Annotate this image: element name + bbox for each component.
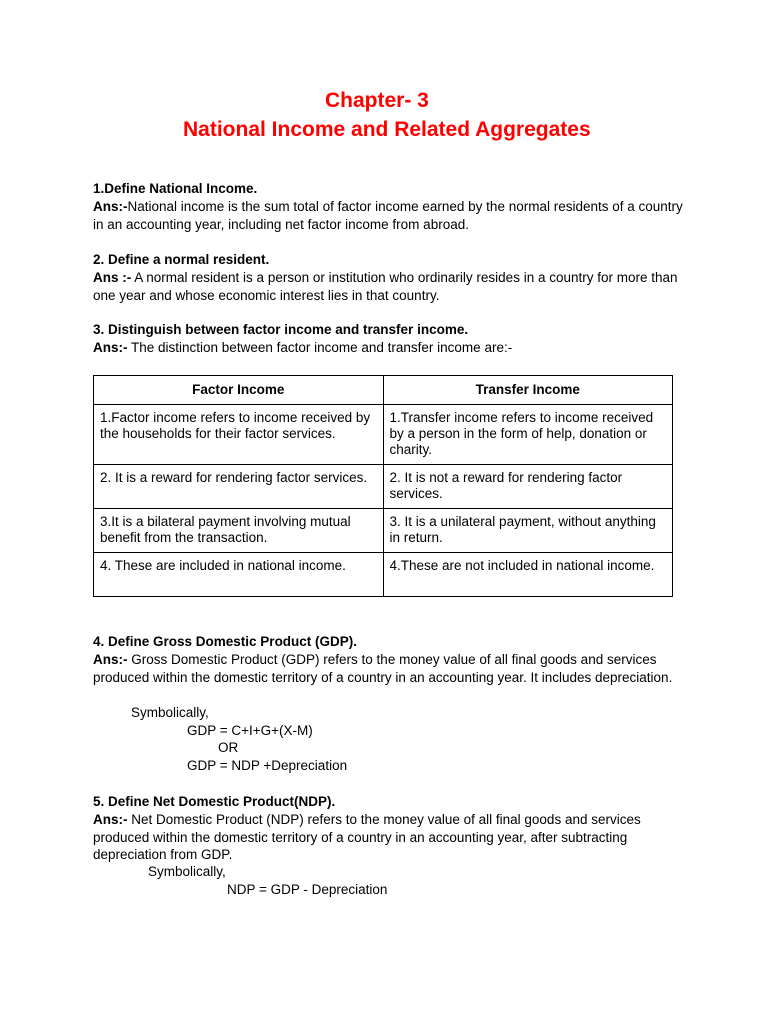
table-cell: 1.Transfer income refers to income received by a person in the form of help, donation or charity. <box>383 405 673 465</box>
ndp-formula: NDP = GDP - Depreciation <box>227 882 388 897</box>
answer-label: Ans:- <box>93 811 128 827</box>
chapter-subtitle: National Income and Related Aggregates <box>183 118 591 141</box>
table-header: Transfer Income <box>383 376 673 405</box>
answer-label: Ans :- <box>93 269 132 285</box>
answer-label: Ans:- <box>93 198 128 214</box>
table-header-row <box>94 376 673 405</box>
question-3: 3. Distinguish between factor income and transfer income. <box>93 322 469 337</box>
or-label: OR <box>218 740 239 755</box>
answer-text: Net Domestic Product (NDP) refers to the money value of all final goods and services produced within the domestic territory of a country in an accounting year, after subtracting depreciation from GDP. <box>93 811 641 863</box>
symbolically-label: Symbolically, <box>148 864 226 879</box>
answer-text: Gross Domestic Product (GDP) refers to the money value of all final goods and services produced within the domestic territory of a country in an accounting year. It includes depreciation. <box>93 651 673 685</box>
gdp-formula-1: GDP = C+I+G+(X-M) <box>187 723 313 738</box>
chapter-title: Chapter- 3 <box>325 89 429 112</box>
table-cell: 3.It is a bilateral payment involving mutual benefit from the transaction. <box>94 509 384 553</box>
question-5: 5. Define Net Domestic Product(NDP). <box>93 794 336 809</box>
answer-text: The distinction between factor income and transfer income are:- <box>127 339 513 355</box>
table-cell: 3. It is a unilateral payment, without anything in return. <box>383 509 673 553</box>
table-row <box>94 465 673 509</box>
answer-4 <box>93 651 683 687</box>
question-1: 1.Define National Income. <box>93 181 258 196</box>
table-cell: 4. These are included in national income. <box>94 553 384 597</box>
answer-text: National income is the sum total of factor income earned by the normal residents of a country in an accounting year, including net factor income from abroad. <box>93 198 683 232</box>
gdp-formula-2: GDP = NDP +Depreciation <box>187 758 348 773</box>
table-cell: 1.Factor income refers to income received by the households for their factor services. <box>94 405 384 465</box>
table-cell: 2. It is not a reward for rendering factor services. <box>383 465 673 509</box>
table-row <box>94 509 673 553</box>
table-cell: 4.These are not included in national income. <box>383 553 673 597</box>
comparison-table <box>93 375 673 597</box>
qa-block-5 <box>93 793 683 864</box>
answer-label: Ans:- <box>93 339 128 355</box>
answer-label: Ans:- <box>93 651 128 667</box>
qa-block-3 <box>93 321 683 357</box>
answer-5 <box>93 811 683 864</box>
table-header: Factor Income <box>94 376 384 405</box>
answer-2 <box>93 269 683 305</box>
table-row <box>94 405 673 465</box>
answer-3 <box>93 339 683 357</box>
qa-block-2 <box>93 251 683 304</box>
question-2: 2. Define a normal resident. <box>93 252 270 267</box>
qa-block-1 <box>93 180 683 233</box>
answer-text: A normal resident is a person or institution who ordinarily resides in a country for more than one year and whose economic interest lies in that country. <box>93 269 678 303</box>
qa-block-4 <box>93 633 683 686</box>
question-4: 4. Define Gross Domestic Product (GDP). <box>93 634 358 649</box>
table-row <box>94 553 673 597</box>
answer-1 <box>93 198 683 234</box>
symbolically-label: Symbolically, <box>131 705 209 720</box>
table-cell: 2. It is a reward for rendering factor services. <box>94 465 384 509</box>
